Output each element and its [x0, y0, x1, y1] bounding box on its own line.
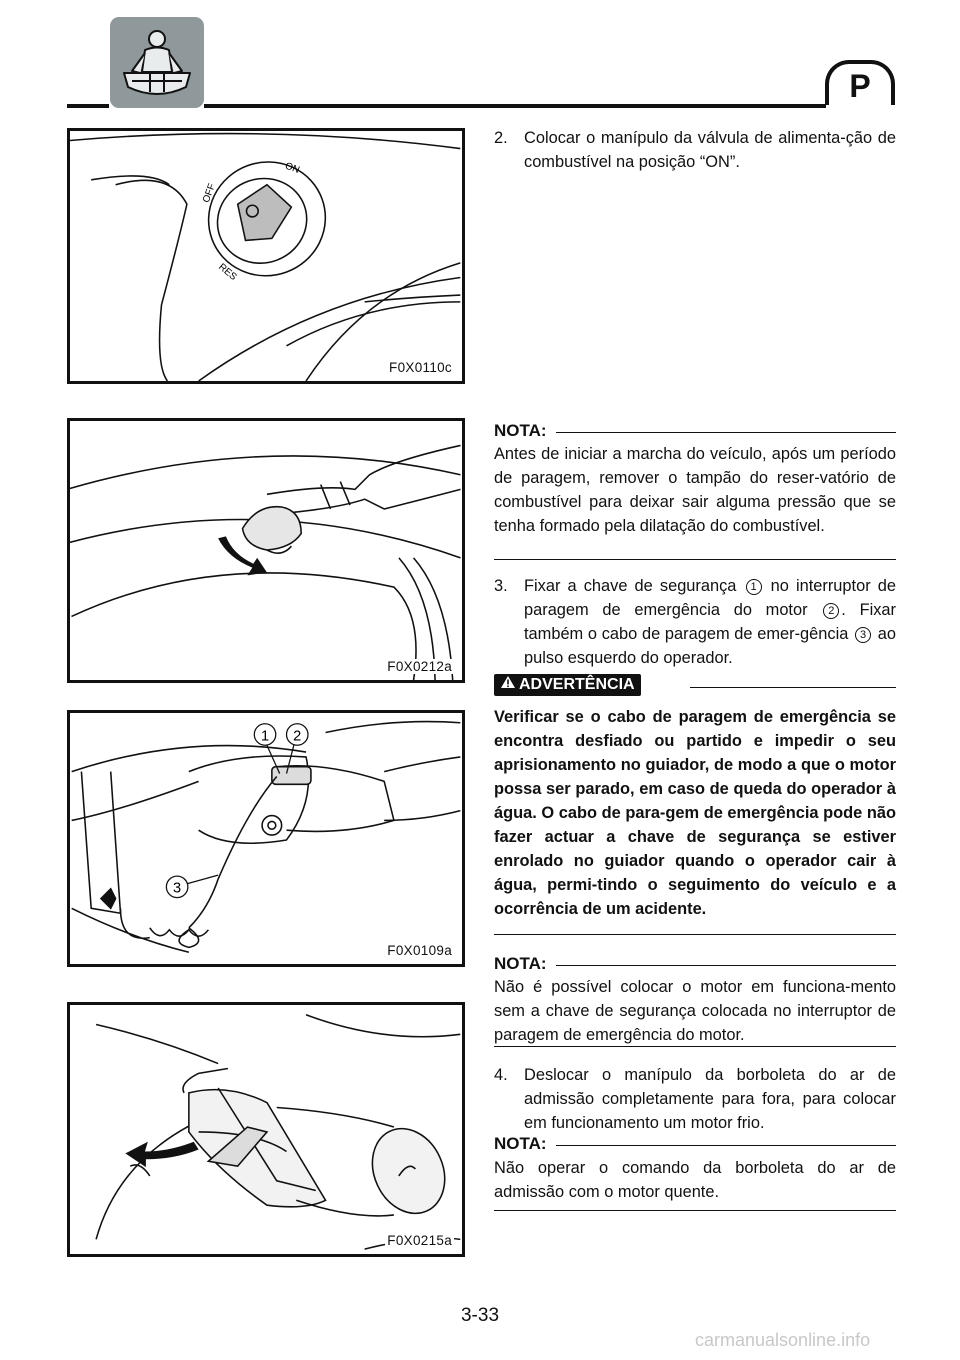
note-text: Não é possível colocar o motor em funciona-mento sem a chave de segurança colocada no interruptor de paragem de emergência do motor.	[494, 978, 896, 1044]
note-rule	[556, 432, 896, 433]
note-end-rule	[494, 559, 896, 560]
figure-code: F0X0215a	[387, 1233, 452, 1248]
jetski-rider-icon	[110, 17, 204, 108]
ref-circle: 2	[823, 603, 839, 619]
step-3	[494, 574, 896, 670]
note-end-rule	[494, 1210, 896, 1211]
figure-choke	[67, 1002, 465, 1257]
note-text: Não operar o comando da borboleta do ar de admissão com o motor quente.	[494, 1159, 896, 1201]
figure-code: F0X0109a	[387, 943, 452, 958]
figure-tank-cap	[67, 418, 465, 683]
step-2	[494, 126, 896, 174]
warning-badge	[494, 674, 641, 696]
callout-1: 1	[260, 728, 270, 745]
callout-3: 3	[173, 880, 182, 897]
header-rule-right	[204, 104, 826, 108]
figure-fuel-valve	[67, 128, 465, 384]
note-label: NOTA:	[494, 952, 555, 976]
note-label: NOTA:	[494, 419, 555, 443]
language-badge: P	[825, 60, 895, 105]
dial-label-off: OFF	[200, 182, 218, 205]
step-text: Colocar o manípulo da válvula de alimenta-ção de combustível na posição “ON”.	[524, 129, 896, 171]
dial-label-on: ON	[283, 160, 302, 176]
step-text-part: ao pulso esquerdo do operador.	[524, 625, 896, 667]
dial-label-res: RES	[216, 261, 239, 283]
header-rule-left	[67, 104, 109, 108]
figure-code: F0X0110c	[389, 360, 452, 375]
warning-rule	[690, 687, 896, 688]
step-number: 2.	[494, 129, 508, 147]
step-text-part: . Fixar também o cabo de paragem de emer-gência	[524, 601, 896, 643]
ref-circle: 1	[746, 579, 762, 595]
warning-text: Verificar se o cabo de paragem de emergência se encontra desfiado ou partido e impedir o seu aprisionamento no guiador, de modo a que o motor possa ser parado, em caso de queda do operador à água. O cabo de para-gem de emergência pode não fazer actuar a chave de segurança se estiver enrolado no guiador quando o operador cair à água, permi-tindo o seguimento do veículo e a ocorrência de um acidente.	[494, 708, 896, 918]
step-4	[494, 1063, 896, 1135]
callout-2: 2	[293, 728, 302, 745]
ref-circle: 3	[855, 627, 871, 643]
step-text	[524, 574, 896, 670]
warning-end-rule	[494, 934, 896, 935]
note-rule	[556, 965, 896, 966]
step-number: 3.	[494, 577, 508, 595]
note-heading	[494, 1132, 896, 1158]
warning-triangle-icon	[500, 674, 516, 696]
warning-label: ADVERTÊNCIA	[519, 676, 635, 693]
note-text: Antes de iniciar a marcha do veículo, após um período de paragem, remover o tampão do reser-vatório de combustível para deixar sair alguma pressão que se tenha formado pela dilatação do combustível.	[494, 445, 896, 535]
watermark: carmanualsonline.info	[695, 1330, 871, 1350]
page-number: 3-33	[460, 1305, 500, 1326]
note-end-rule	[494, 1046, 896, 1047]
step-text: Deslocar o manípulo da borboleta do ar de admissão completamente para fora, para colocar em funcionamento um motor frio.	[524, 1066, 896, 1132]
step-text-part: no interruptor de paragem de emergência do motor	[524, 577, 896, 619]
figure-code: F0X0212a	[387, 659, 452, 674]
figure-lanyard	[67, 710, 465, 967]
step-text-part: Fixar a chave de segurança	[524, 577, 737, 595]
note-rule	[556, 1145, 896, 1146]
note-label: NOTA:	[494, 1132, 555, 1156]
warning-heading	[494, 674, 896, 700]
step-number: 4.	[494, 1066, 508, 1084]
